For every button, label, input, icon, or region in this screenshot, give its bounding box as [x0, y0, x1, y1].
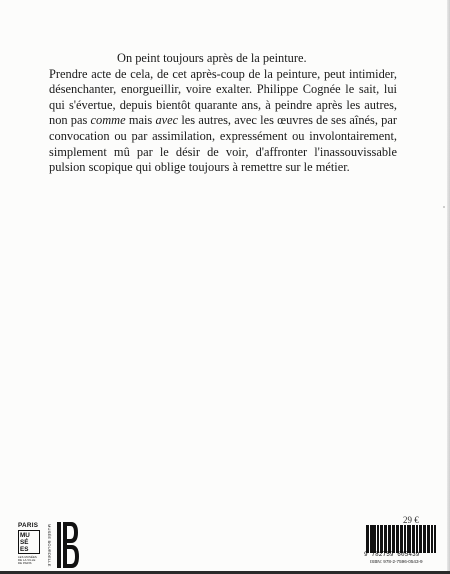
cover-blurb — [49, 51, 397, 176]
isbn-label: ISBN: 978-2-7596-0543-9 — [370, 559, 423, 564]
blurb-line: pulsion scopique qui oblige toujours à remettre sur le métier. — [49, 160, 350, 175]
musee-bourdelle-logo-icon — [57, 522, 79, 568]
paris-musees-logo — [18, 522, 40, 566]
barcode-bar — [382, 525, 383, 553]
barcode-bar — [394, 525, 395, 553]
blurb-fragment: les autres, avec les œuvres de ses aînés, par — [178, 113, 397, 128]
musee-bourdelle-text: MUSÉE BOURDELLE — [47, 524, 52, 567]
barcode — [366, 525, 436, 553]
blurb-line: simplement mû par le désir de voir, d'affronter l'inassouvissable — [49, 144, 397, 159]
barcode-bar — [414, 525, 415, 553]
blurb-line: Prendre acte de cela, de cet après-coup de la peinture, peut intimider, — [49, 66, 397, 81]
blurb-line: convocation ou par assimilation, expressément ou involontairement, — [49, 128, 397, 143]
barcode-bar — [402, 525, 403, 553]
blurb-fragment: non pas — [49, 113, 91, 128]
logo-box — [18, 530, 40, 554]
logo-small-text: LES MUSÉES — [18, 555, 37, 559]
logo-text-paris: PARIS — [18, 522, 39, 529]
blurb-line: On peint toujours après de la peinture. — [117, 51, 307, 65]
print-speck — [443, 206, 445, 208]
blurb-emphasis-comme: comme — [90, 113, 126, 128]
musee-bourdelle-label — [46, 524, 52, 570]
barcode-bar — [410, 525, 411, 553]
blurb-line-emphasis — [49, 113, 397, 129]
blurb-line: désenchanter, enorgueillir, voire exalter. Philippe Cognée le sait, lui — [49, 82, 397, 97]
logo-box-text: ES — [20, 546, 29, 553]
blurb-emphasis-avec: avec — [155, 113, 179, 128]
price-label: 29 € — [403, 515, 419, 525]
blurb-line: qui s'évertue, depuis bientôt quarante ans, à peindre après les autres, — [49, 97, 397, 112]
barcode-digits: 9 782759 605439 — [364, 551, 420, 558]
blurb-fragment: mais — [125, 113, 156, 128]
logo-box-text: MU — [20, 532, 30, 539]
logo-box-text: SÉ — [20, 539, 29, 546]
logo-small-text: DE LA VILLE — [18, 558, 36, 563]
logo-small-text: DE PARIS — [18, 561, 32, 566]
